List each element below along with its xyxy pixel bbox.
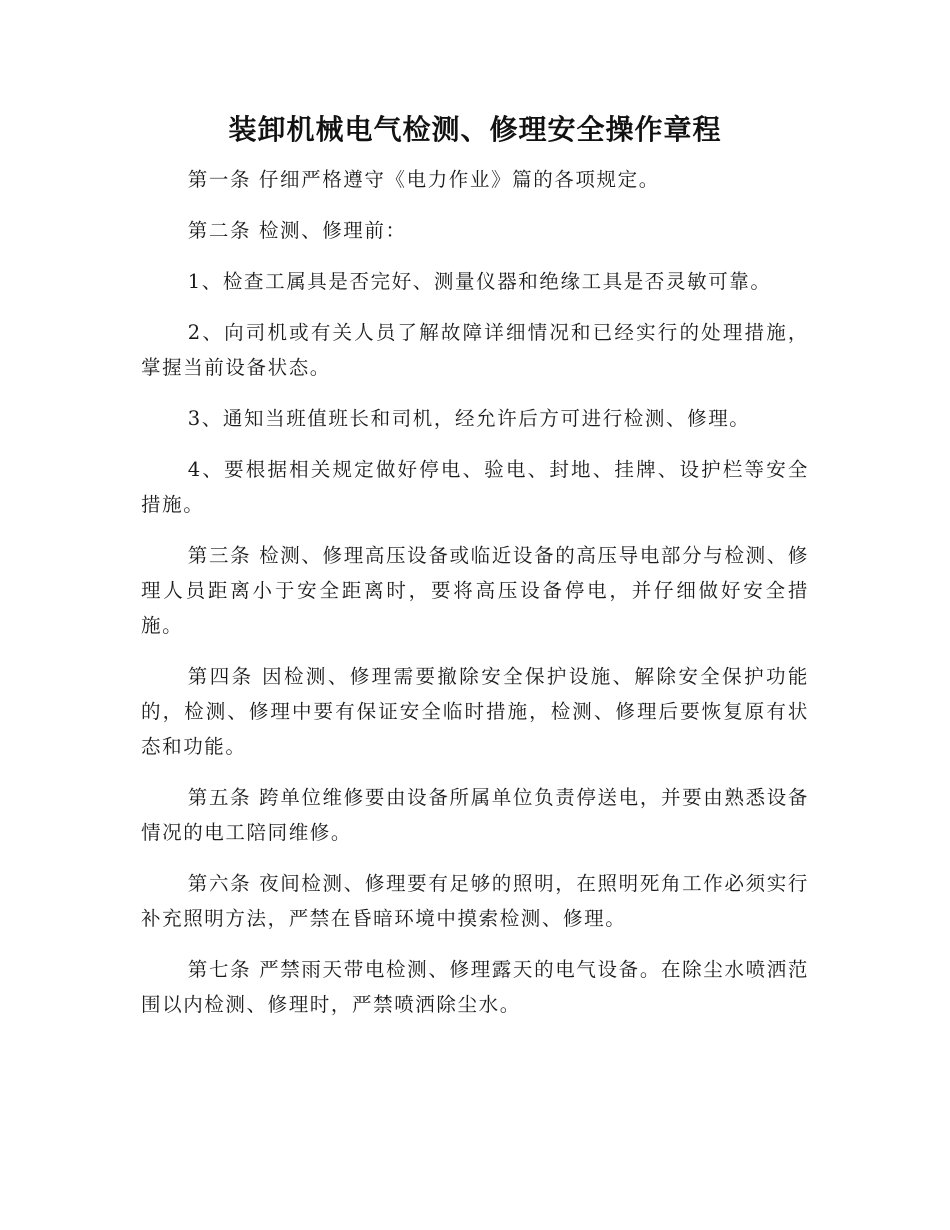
document-title: 装卸机械电气检测、修理安全操作章程 <box>228 113 722 146</box>
paragraph-article-5: 第五条 跨单位维修要由设备所属单位负责停送电，并要由熟悉设备情况的电工陪同维修。 <box>141 786 809 844</box>
paragraph-item-1: 1、检查工属具是否完好、测量仪器和绝缘工具是否灵敏可靠。 <box>187 270 772 293</box>
paragraph-article-3: 第三条 检测、修理高压设备或临近设备的高压导电部分与检测、修理人员距离小于安全距离时，要将高压设备停电，并仔细做好安全措施。 <box>141 544 809 637</box>
paragraph-item-3: 3、通知当班值班长和司机，经允许后方可进行检测、修理。 <box>187 407 751 430</box>
paragraph-article-2: 第二条 检测、修理前： <box>187 219 407 242</box>
document-body <box>141 162 809 1038</box>
paragraph-article-1: 第一条 仔细严格遵守《电力作业》篇的各项规定。 <box>187 168 660 191</box>
paragraph-item-4: 4、要根据相关规定做好停电、验电、封地、挂牌、设护栏等安全措施。 <box>141 458 809 516</box>
paragraph-article-7: 第七条 严禁雨天带电检测、修理露天的电气设备。在除尘水喷洒范围以内检测、修理时，严禁喷洒除尘水。 <box>141 958 809 1016</box>
paragraph-article-4: 第四条 因检测、修理需要撤除安全保护设施、解除安全保护功能的，检测、修理中要有保证安全临时措施，检测、修理后要恢复原有状态和功能。 <box>141 665 809 758</box>
paragraph-article-6: 第六条 夜间检测、修理要有足够的照明，在照明死角工作必须实行补充照明方法，严禁在昏暗环境中摸索检测、修理。 <box>141 872 809 930</box>
paragraph-item-2: 2、向司机或有关人员了解故障详细情况和已经实行的处理措施，掌握当前设备状态。 <box>141 321 809 379</box>
